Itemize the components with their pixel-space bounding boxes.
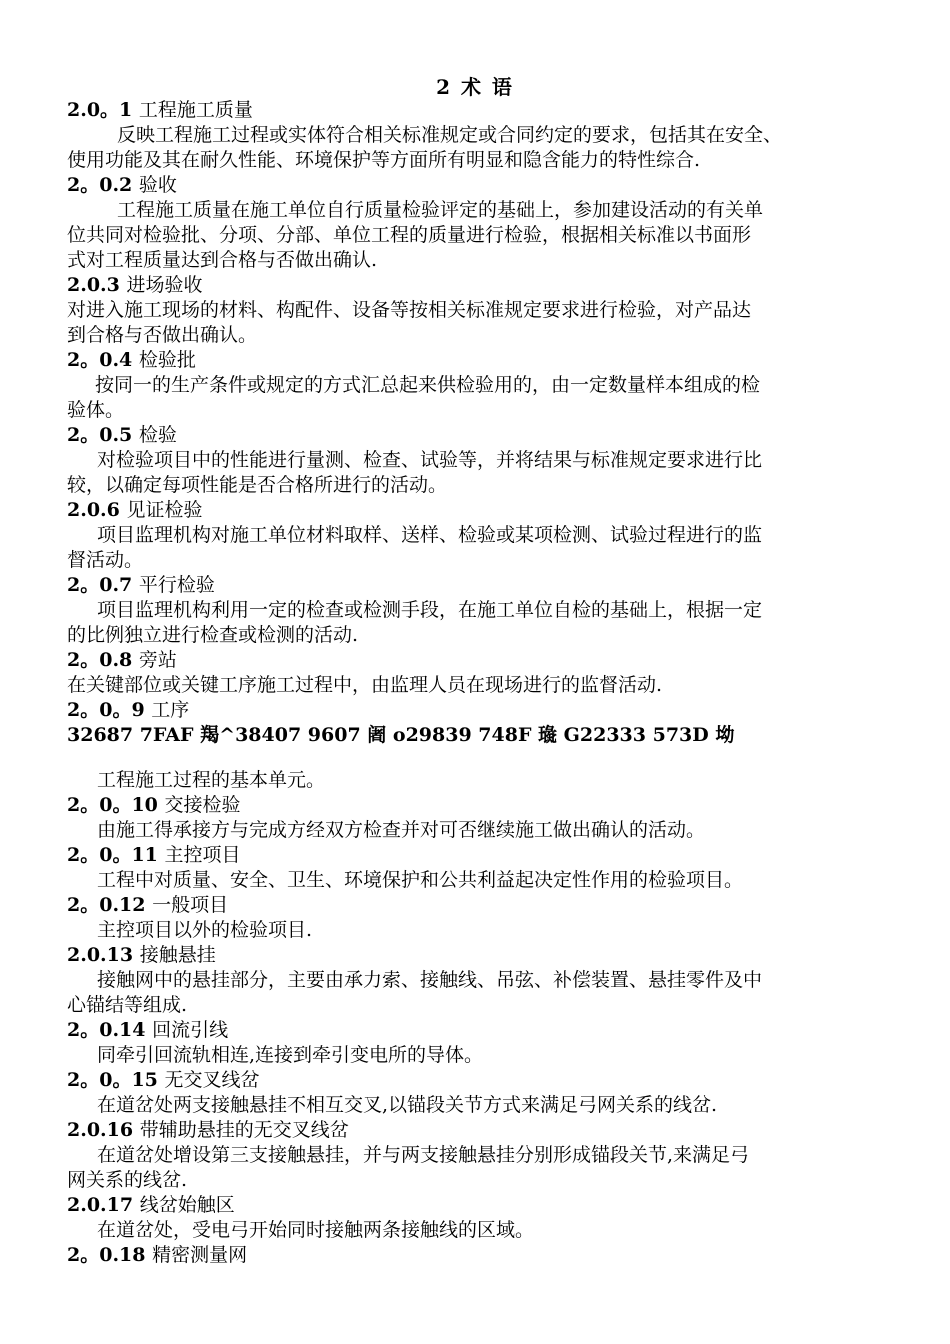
term-heading: 2。0。15 无交叉线岔	[67, 1069, 260, 1091]
definition-line: 接触网中的悬挂部分，主要由承力索、接触线、吊弦、补偿装置、悬挂零件及中	[97, 969, 763, 991]
term-heading: 2。0.18 精密测量网	[67, 1244, 248, 1266]
definition-line: 验体。	[67, 399, 125, 421]
terms-list	[67, 98, 889, 1268]
term-heading: 2.0.6 见证检验	[67, 499, 203, 521]
term-heading: 2。0.14 回流引线	[67, 1019, 229, 1041]
definition-line: 按同一的生产条件或规定的方式汇总起来供检验用的，由一定数量样本组成的检	[95, 374, 761, 396]
term-heading: 2.0.17 线岔始触区	[67, 1194, 235, 1216]
definition-line: 心锚结等组成.	[67, 994, 188, 1016]
term-heading: 2。0.2 验收	[67, 174, 177, 196]
term-heading: 2。0。11 主控项目	[67, 844, 241, 866]
term-heading: 2。0。9 工序	[67, 699, 190, 721]
definition-line: 项目监理机构对施工单位材料取样、送样、检验或某项检测、试验过程进行的监	[97, 524, 763, 546]
definition-line: 工程施工质量在施工单位自行质量检验评定的基础上，参加建设活动的有关单	[117, 199, 764, 221]
definition-line: 工程施工过程的基本单元。	[97, 769, 326, 791]
term-heading: 2.0.13 接触悬挂	[67, 944, 216, 966]
definition-line: 的比例独立进行检查或检测的活动.	[67, 624, 359, 646]
term-heading: 2.0.3 进场验收	[67, 274, 203, 296]
term-heading: 2。0.4 检验批	[67, 349, 196, 371]
term-heading: 2.0。1 工程施工质量	[67, 99, 253, 121]
term-heading: 2。0.12 一般项目	[67, 894, 229, 916]
definition-line: 对进入施工现场的材料、构配件、设备等按相关标准规定要求进行检验，对产品达	[67, 299, 752, 321]
term-heading: 2.0.16 带辅助悬挂的无交叉线岔	[67, 1119, 349, 1141]
definition-line: 在道岔处增设第三支接触悬挂，并与两支接触悬挂分别形成锚段关节,来满足弓	[97, 1144, 750, 1166]
definition-line: 由施工得承接方与完成方经双方检查并对可否继续施工做出确认的活动。	[97, 819, 706, 841]
definition-line: 同牵引回流轨相连,连接到牵引变电所的导体。	[97, 1044, 484, 1066]
definition-line: 到合格与否做出确认。	[67, 324, 258, 346]
definition-line: 主控项目以外的检验项目.	[97, 919, 313, 941]
definition-line: 反映工程施工过程或实体符合相关标准规定或合同约定的要求，包括其在安全、	[117, 124, 783, 146]
term-heading: 2。0.7 平行检验	[67, 574, 215, 596]
definition-line: 对检验项目中的性能进行量测、检查、试验等，并将结果与标准规定要求进行比	[97, 449, 763, 471]
definition-line: 督活动。	[67, 549, 144, 571]
definition-line: 在道岔处，受电弓开始同时接触两条接触线的区域。	[97, 1219, 535, 1241]
definition-line: 网关系的线岔.	[67, 1169, 188, 1191]
definition-line: 位共同对检验批、分项、分部、单位工程的质量进行检验，根据相关标准以书面形	[67, 224, 752, 246]
term-heading: 2。0.8 旁站	[67, 649, 177, 671]
definition-line: 工程中对质量、安全、卫生、环境保护和公共利益起决定性作用的检验项目。	[97, 869, 744, 891]
definition-line: 项目监理机构利用一定的检查或检测手段，在施工单位自检的基础上，根据一定	[97, 599, 763, 621]
term-heading: 2。0。10 交接检验	[67, 794, 241, 816]
blank-gap	[67, 748, 889, 768]
section-title: 2 术 语	[436, 75, 514, 99]
definition-line: 式对工程质量达到合格与否做出确认.	[67, 249, 378, 271]
definition-line: 较，以确定每项性能是否合格所进行的活动。	[67, 474, 448, 496]
definition-line: 在道岔处两支接触悬挂不相互交叉,以锚段关节方式来满足弓网关系的线岔.	[97, 1094, 718, 1116]
definition-line: 在关键部位或关键工序施工过程中，由监理人员在现场进行的监督活动.	[67, 674, 663, 696]
encoded-text-line: 32687 7FAF 羯^38407 9607 阇 o29839 748F 璏 G22333 573D 坳	[67, 724, 735, 746]
definition-line: 使用功能及其在耐久性能、环境保护等方面所有明显和隐含能力的特性综合.	[67, 149, 701, 171]
term-heading: 2。0.5 检验	[67, 424, 177, 446]
